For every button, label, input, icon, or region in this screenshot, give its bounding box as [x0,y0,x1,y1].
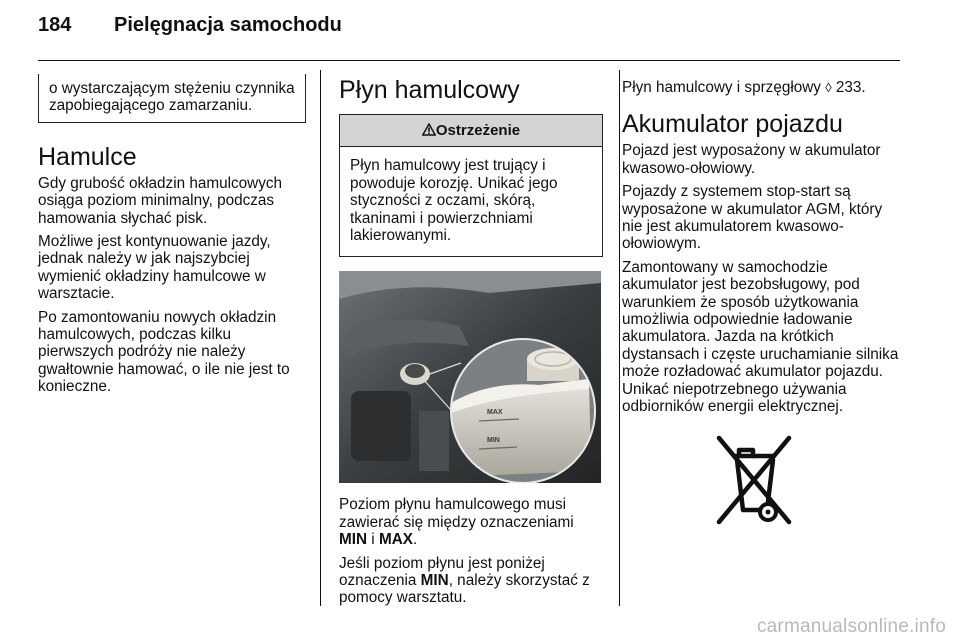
brakes-paragraph-3: Po zamontowaniu nowych okładzin hamulcowych, podczas kilku pierwszych podróży nie należy gwałtownie hamować, o ile nie jest to konieczne. [38,308,290,396]
column-divider-left [320,70,321,606]
max-label: MAX [378,531,413,549]
warning-header [340,115,602,147]
warning-triangle-icon [422,122,436,139]
watermark: carmanualsonline.info [756,616,946,637]
reference-page-number[interactable]: 233 [835,79,862,96]
reference-period: . [861,79,866,96]
page-reference-arrow-icon: ◊ [825,80,832,95]
period: . [412,531,418,549]
min-label-2: MIN [420,572,449,590]
battery-paragraph-3: Zamontowany w samochodzie akumulator jest bezobsługowy, pod warunkiem że sposób użytkowania umożliwia odpowiednie ładowanie akumulatora. Jazda na krótkich dystansach i częste uruchamianie silnika może rozładować akumulator pojazdu. Unikać niepotrzebnego używania odbiorników energii elektrycznej. [622,258,899,416]
max-mark-label: MAX [487,409,503,417]
section-title: Pielęgnacja samochodu [114,14,342,36]
min-label: MIN [339,531,368,549]
column-divider-right [619,70,620,606]
brake-fluid-reservoir-photo [339,271,601,483]
page-header [38,14,342,37]
fluid-level-text: Poziom płynu hamulcowego musi zawierać się między oznaczeniami [339,496,574,531]
brake-fluid-heading: Płyn hamulcowy [339,76,520,104]
continued-note-text: o wystarczającym stężeniu czynnika zapobiegającego zamarzaniu. [49,80,295,115]
workshop-text: , należy skorzystać z pomocy warsztatu. [339,572,590,607]
battery-paragraph-2: Pojazdy z systemem stop-start są wyposażone w akumulator AGM, który nie jest akumulatorem kwasowo-ołowiowym. [622,183,883,253]
warning-text: Płyn hamulcowy jest trujący i powoduje korozję. Unikać jego styczności z oczami, skórą, tkaninami i powierzchniami lakierowanymi. [350,157,558,245]
and-text: i [367,531,379,549]
continued-note-box [38,74,306,123]
right-column [622,79,904,530]
page-number: 184 [38,14,72,36]
low-fluid-paragraph [339,555,603,607]
reference-text: Płyn hamulcowy i sprzęgłowy [622,79,826,96]
warning-title: Ostrzeżenie [435,122,521,139]
crossed-out-wheelie-bin-icon [713,430,795,530]
battery-heading: Akumulator pojazdu [622,110,843,139]
header-rule [38,60,900,61]
brakes-heading: Hamulce [38,142,137,171]
warning-box [339,114,603,257]
fluid-level-paragraph [339,496,603,548]
low-fluid-text: Jeśli poziom płynu jest poniżej oznaczenia [339,554,545,590]
left-column [38,74,306,402]
battery-paragraph-1: Pojazd jest wyposażony w akumulator kwasowo-ołowiowy. [622,142,881,177]
middle-column [339,76,603,613]
min-mark-label: MIN [487,437,500,445]
fluid-reference [622,79,904,96]
brakes-paragraph-1: Gdy grubość okładzin hamulcowych osiąga poziom minimalny, podczas hamowania słychać pisk. [38,174,283,227]
brakes-paragraph-2: Możliwe jest kontynuowanie jazdy, jednak należy w jak najszybciej wymienić okładziny hamulcowe w warsztacie. [38,233,271,303]
